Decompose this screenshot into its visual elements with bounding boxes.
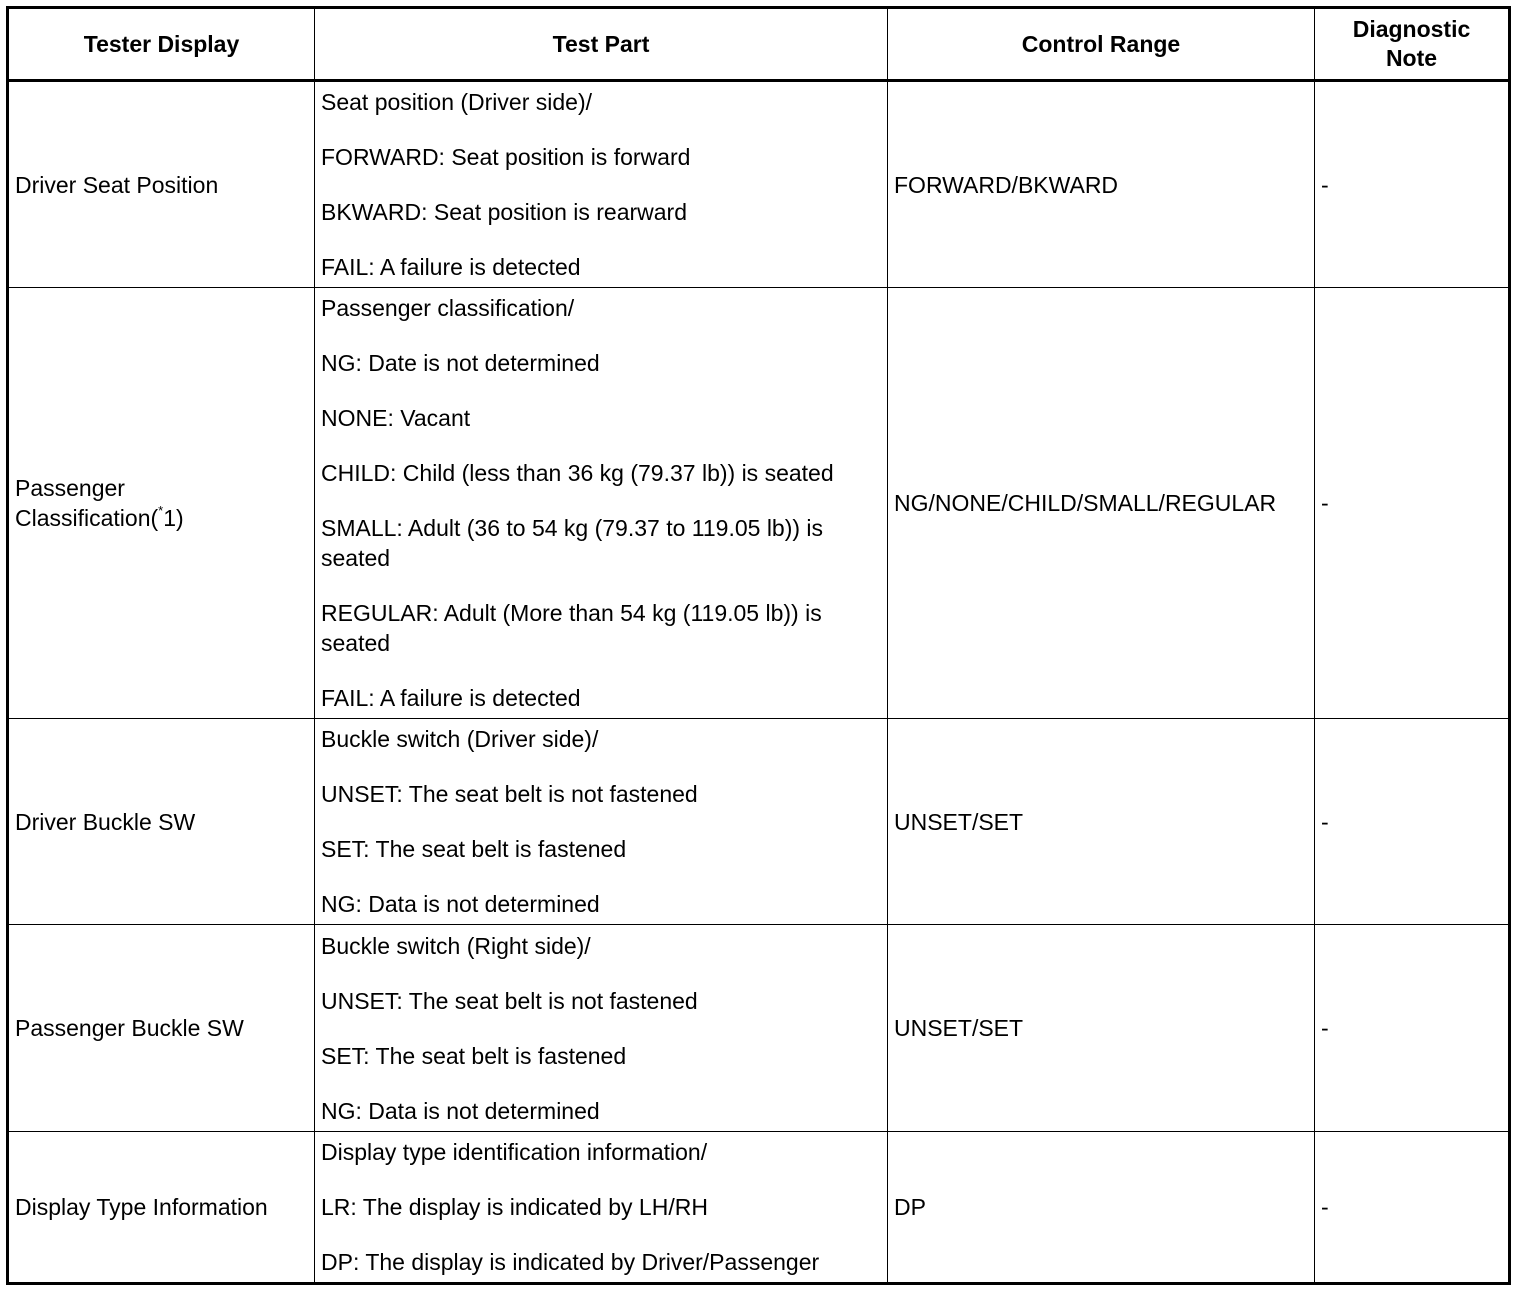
header-control-range: Control Range (888, 8, 1315, 81)
tester-display-line1: Passenger (15, 475, 125, 501)
test-part-line: NONE: Vacant (321, 405, 471, 431)
test-part-line: Display type identification information/ (321, 1139, 708, 1165)
test-part-cell (315, 288, 888, 719)
test-part-line: SMALL: Adult (36 to 54 kg (79.37 to 119.05 lb)) is seated (321, 515, 824, 571)
test-part-line: NG: Date is not determined (321, 350, 600, 376)
control-range-cell: UNSET/SET (888, 719, 1315, 925)
header-diagnostic-note-line1: Diagnostic (1352, 16, 1471, 42)
header-tester-display: Tester Display (8, 8, 315, 81)
test-part-line: Passenger classification/ (321, 295, 575, 321)
tester-display-line2-suffix: 1) (163, 505, 184, 531)
test-part-line: Buckle switch (Right side)/ (321, 932, 591, 959)
test-part-line: FAIL: A failure is detected (321, 254, 581, 280)
test-part-line: Seat position (Driver side)/ (321, 89, 592, 115)
footnote-mark: * (158, 503, 164, 518)
table-header-row (8, 8, 1510, 81)
header-diagnostic-note-line2: Note (1385, 45, 1438, 71)
control-range-cell: DP (888, 1132, 1315, 1284)
table-row (8, 1132, 1510, 1284)
control-range-cell: NG/NONE/CHILD/SMALL/REGULAR (888, 288, 1315, 719)
test-part-line: LR: The display is indicated by LH/RH (321, 1194, 708, 1220)
test-part-line: SET: The seat belt is fastened (321, 1042, 627, 1069)
test-part-line: FAIL: A failure is detected (321, 685, 581, 711)
tester-display-cell: Passenger Buckle SW (8, 925, 315, 1132)
diagnostic-note-cell: - (1315, 81, 1510, 288)
test-part-cell (315, 1132, 888, 1284)
test-part-line: DP: The display is indicated by Driver/Passenger (321, 1249, 820, 1275)
test-part-cell (315, 719, 888, 925)
table-row (8, 925, 1510, 1132)
tester-display-cell: Driver Buckle SW (8, 719, 315, 925)
data-list-table (6, 6, 1511, 1285)
tester-display-cell: Driver Seat Position (8, 81, 315, 288)
header-diagnostic-note (1315, 8, 1510, 81)
test-part-line: UNSET: The seat belt is not fastened (321, 987, 698, 1014)
diagnostic-note-cell: - (1315, 1132, 1510, 1284)
control-range-cell: UNSET/SET (888, 925, 1315, 1132)
test-part-line: REGULAR: Adult (More than 54 kg (119.05 lb)) is seated (321, 600, 822, 656)
test-part-line: FORWARD: Seat position is forward (321, 144, 691, 170)
header-test-part: Test Part (315, 8, 888, 81)
test-part-cell (315, 925, 888, 1132)
test-part-line: NG: Data is not determined (321, 1097, 600, 1124)
test-part-cell (315, 81, 888, 288)
test-part-line: Buckle switch (Driver side)/ (321, 726, 599, 752)
test-part-line: UNSET: The seat belt is not fastened (321, 781, 698, 807)
test-part-line: CHILD: Child (less than 36 kg (79.37 lb)) is seated (321, 460, 834, 486)
table-row (8, 288, 1510, 719)
tester-display-cell: Display Type Information (8, 1132, 315, 1284)
tester-display-line2-prefix: Classification( (15, 505, 159, 531)
table-row (8, 81, 1510, 288)
test-part-line: SET: The seat belt is fastened (321, 836, 627, 862)
table-row (8, 719, 1510, 925)
control-range-cell: FORWARD/BKWARD (888, 81, 1315, 288)
diagnostic-note-cell: - (1315, 925, 1510, 1132)
tester-display-cell (8, 288, 315, 719)
test-part-line: BKWARD: Seat position is rearward (321, 199, 688, 225)
test-part-line: NG: Data is not determined (321, 891, 600, 917)
diagnostic-note-cell: - (1315, 288, 1510, 719)
diagnostic-note-cell: - (1315, 719, 1510, 925)
